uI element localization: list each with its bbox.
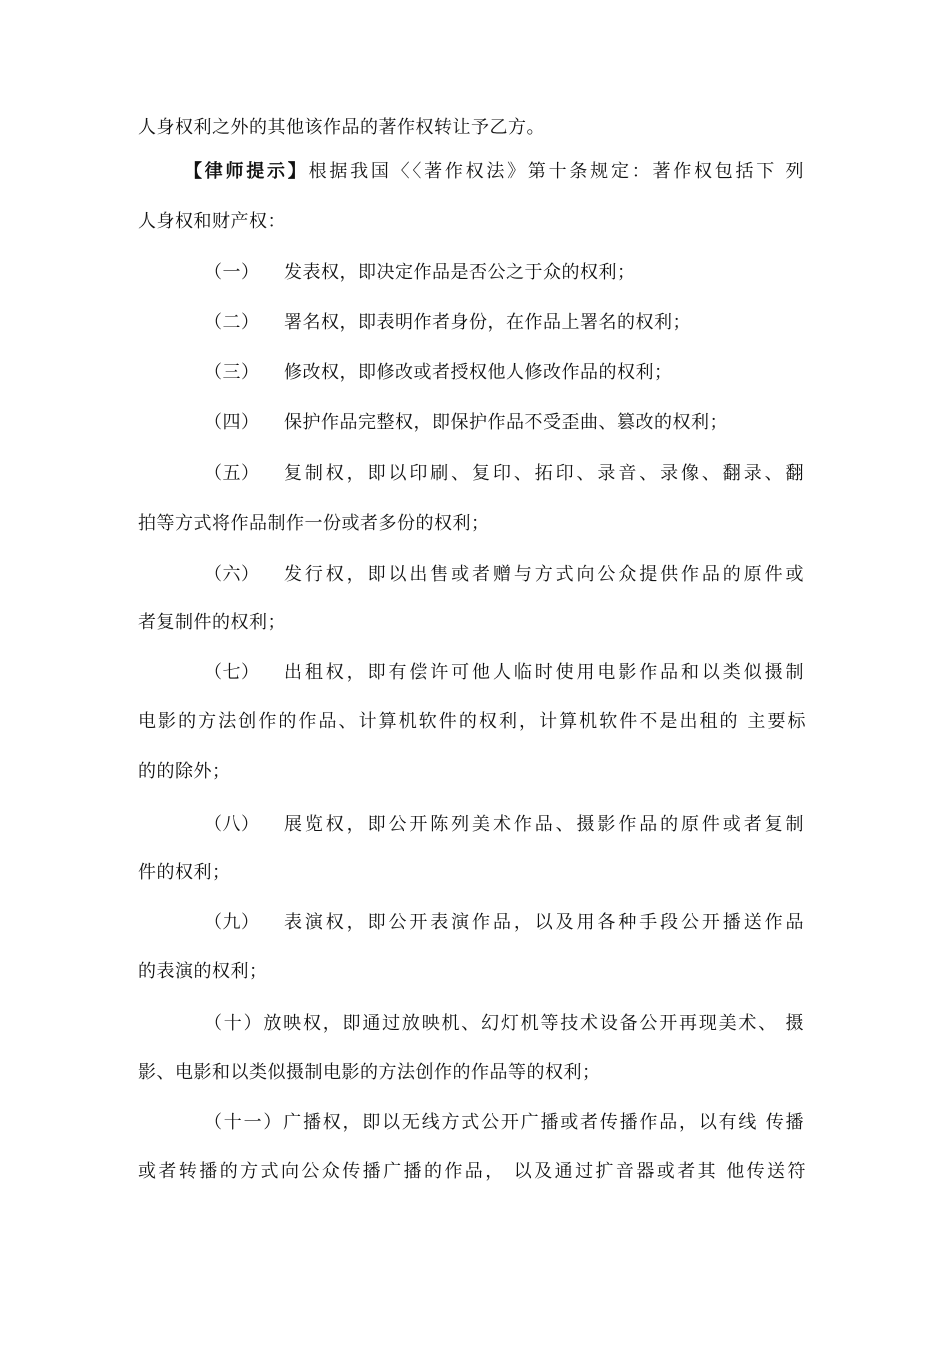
list-marker: （九） — [204, 912, 260, 933]
lawyer-tip-line — [184, 160, 804, 184]
list-marker: （六） — [204, 564, 260, 585]
list-item-continuation: 的的除外； — [138, 761, 231, 782]
lawyer-tip-text: 根据我国〈〈著作权法》第十条规定：著作权包括下 列 — [308, 161, 804, 182]
lawyer-tip-label: 【律师提示】 — [184, 161, 309, 182]
list-text: 署名权，即表明作者身份，在作品上署名的权利； — [284, 312, 691, 333]
list-marker: （一） — [204, 262, 260, 283]
list-item-continuation: 件的权利； — [138, 862, 231, 883]
list-text: 展览权，即公开陈列美术作品、摄影作品的原件或者复制 — [284, 814, 804, 835]
list-marker: （八） — [204, 814, 260, 835]
list-text: 表演权，即公开表演作品，以及用各种手段公开播送作品 — [284, 912, 804, 933]
list-marker: （四） — [204, 412, 260, 433]
list-marker: （七） — [204, 662, 260, 683]
list-text: 复制权，即以印刷、复印、拓印、录音、录像、翻录、翻 — [284, 463, 804, 484]
paragraph-line: 人身权利之外的其他该作品的著作权转让予乙方。 — [138, 117, 545, 138]
list-text: 发行权，即以出售或者赠与方式向公众提供作品的原件或 — [284, 564, 804, 585]
list-item-continuation: 影、电影和以类似摄制电影的方法创作的作品等的权利； — [138, 1062, 601, 1083]
list-marker: （三） — [204, 362, 260, 383]
list-text: 保护作品完整权，即保护作品不受歪曲、篡改的权利； — [284, 412, 728, 433]
list-marker: （五） — [204, 463, 260, 484]
list-item-continuation: 拍等方式将作品制作一份或者多份的权利； — [138, 513, 490, 534]
list-item-continuation: 或者转播的方式向公众传播广播的作品， 以及通过扩音器或者其 他传送符 — [138, 1161, 806, 1182]
list-text: 发表权，即决定作品是否公之于众的权利； — [284, 262, 636, 283]
list-item-continuation: 电影的方法创作的作品、计算机软件的权利，计算机软件不是出租的 主要标 — [138, 711, 806, 732]
list-item-continuation: 的表演的权利； — [138, 961, 268, 982]
paragraph-line: 人身权和财产权： — [138, 211, 286, 232]
list-marker: （二） — [204, 312, 260, 333]
list-text: 修改权，即修改或者授权他人修改作品的权利； — [284, 362, 673, 383]
list-item-11: （十一）广播权，即以无线方式公开广播或者传播作品，以有线 传播 — [204, 1112, 804, 1133]
list-item-10: （十）放映权，即通过放映机、幻灯机等技术设备公开再现美术、 摄 — [204, 1013, 804, 1034]
list-item-continuation: 者复制件的权利； — [138, 612, 286, 633]
list-text: 出租权，即有偿许可他人临时使用电影作品和以类似摄制 — [284, 662, 804, 683]
